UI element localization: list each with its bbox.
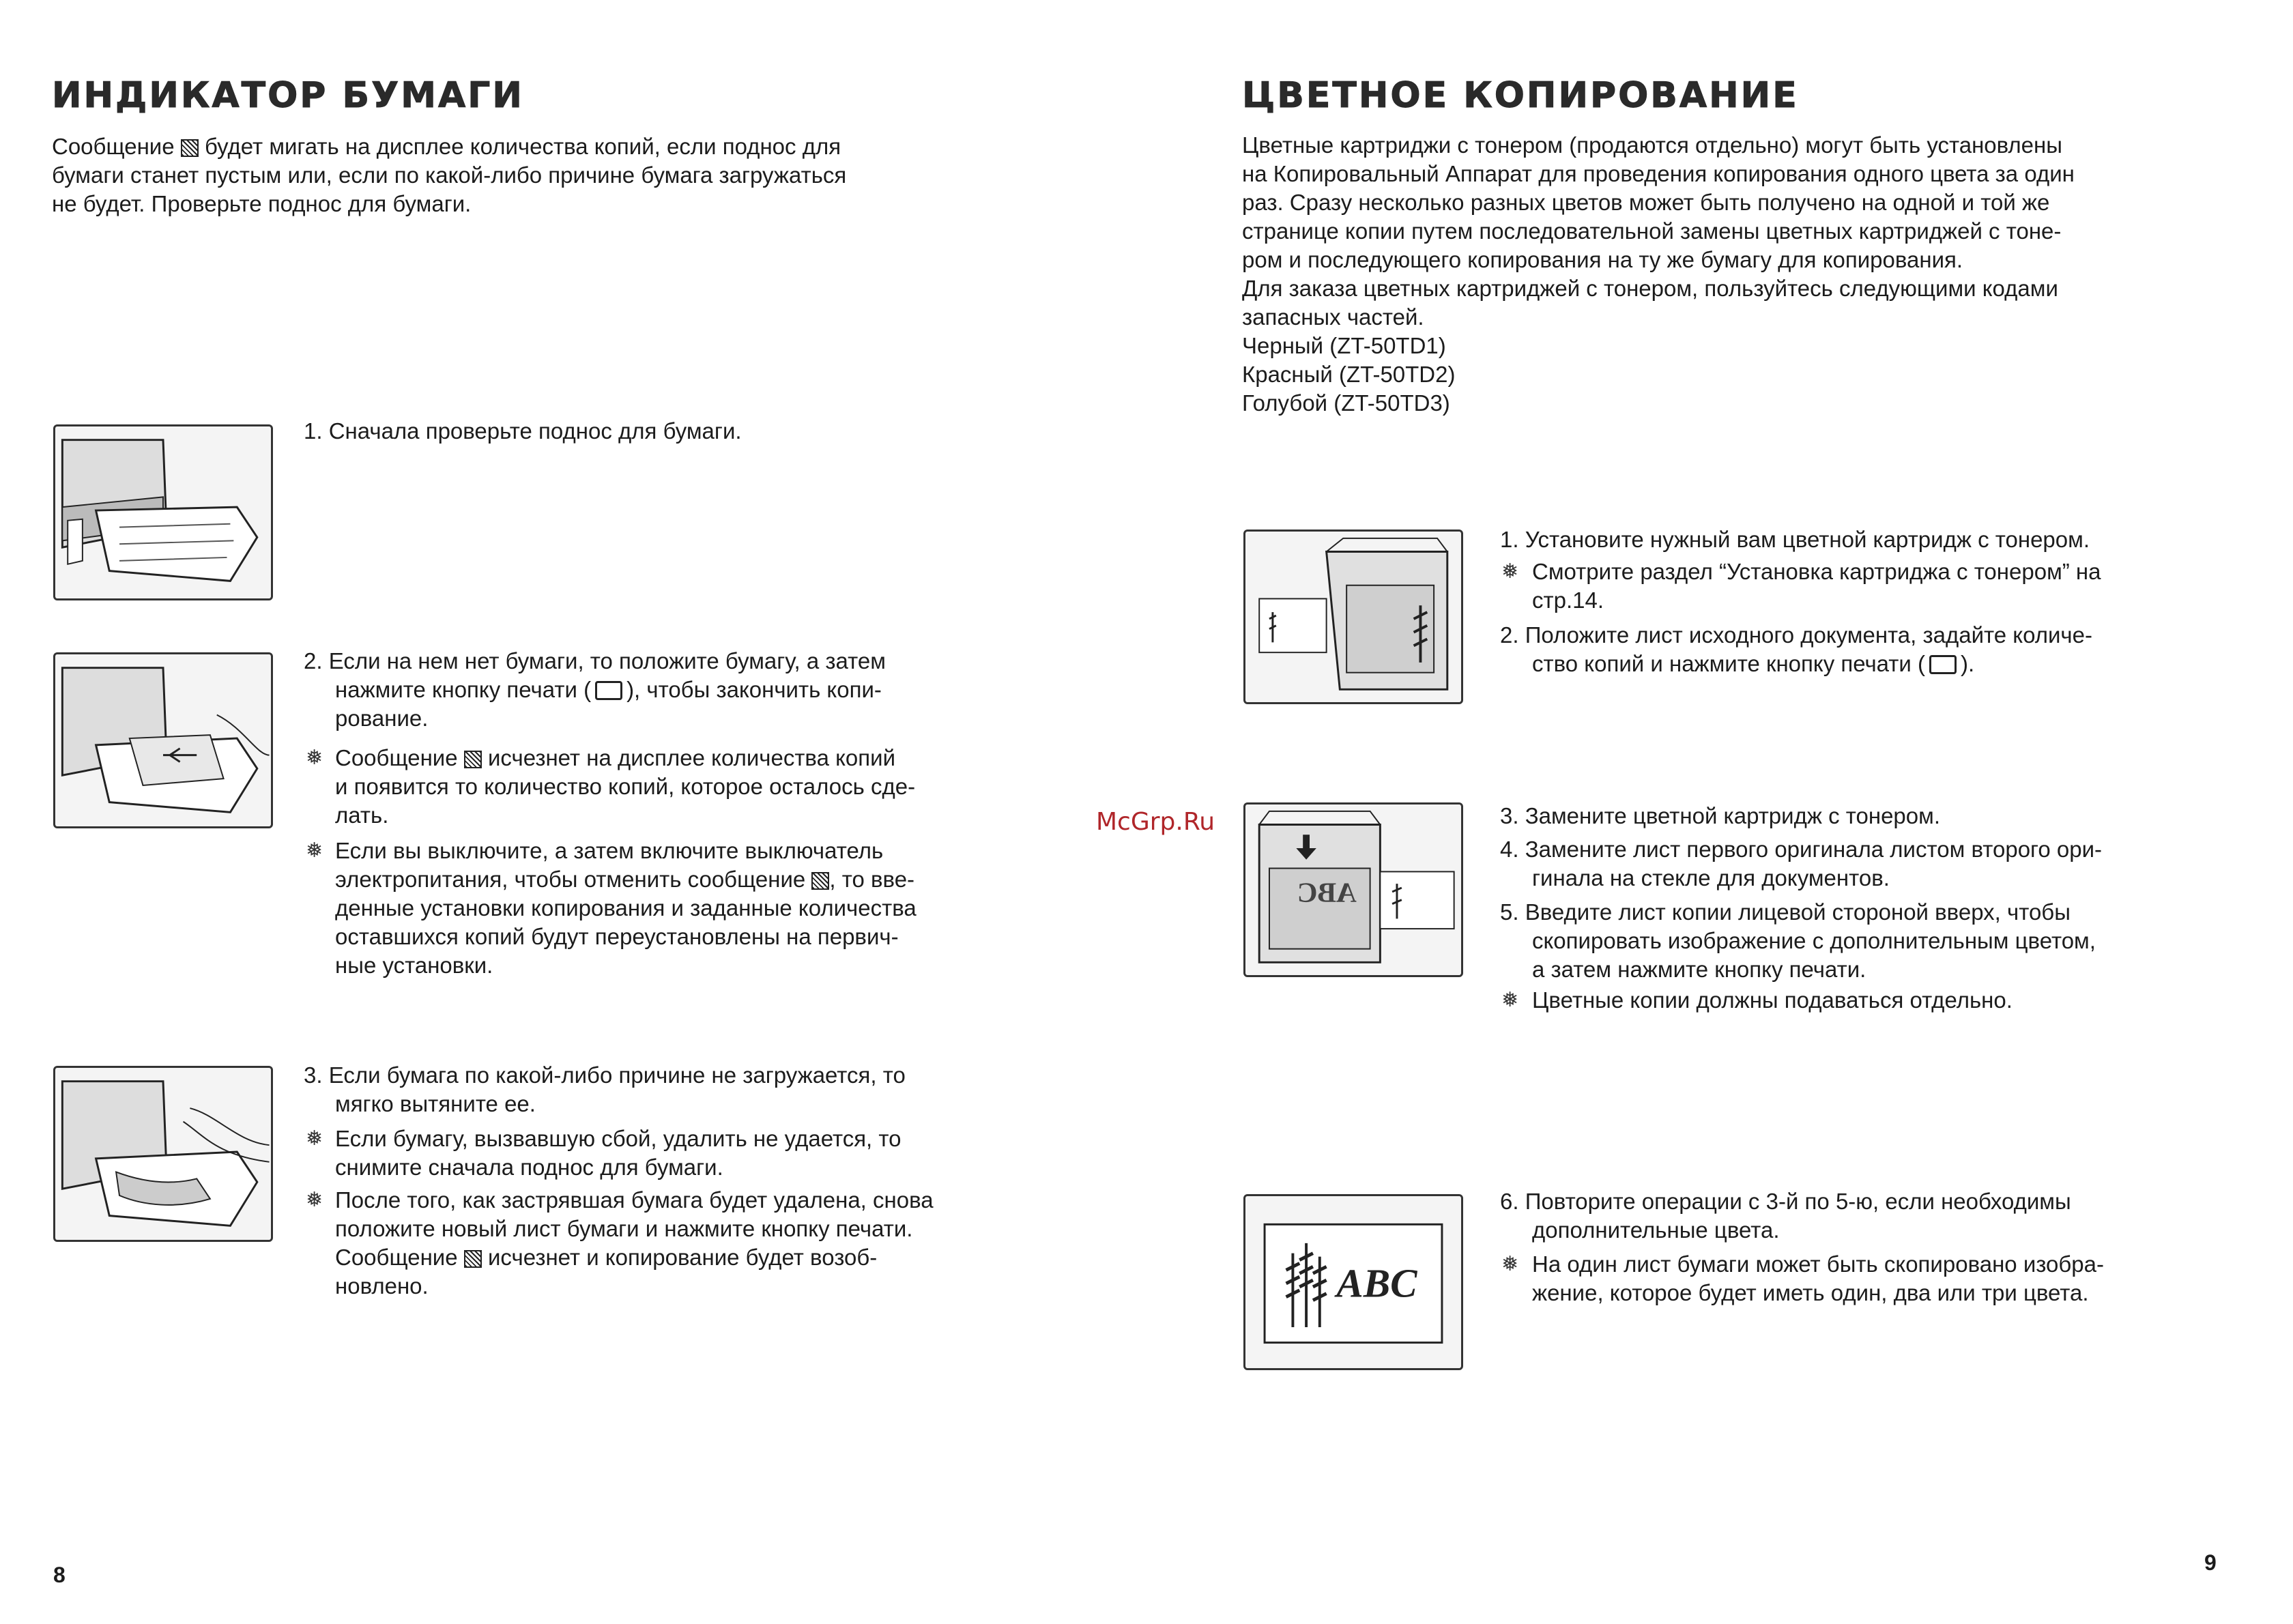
color-copying-intro: Цветные картриджи с тонером (продаются отдельно) могут быть установлены на Копировальный Аппарат для проведения копирования одного цвета за один раз. Сразу несколько разных цветов может быть получено на одной и той же странице копии путем последовательной замены цветных картриджей с тоне- ром и последующего копирования на ту же бумагу для копирования. Для заказа цветных картриджей с тонером, пользуйтесь следующими кодами запасных частей. Черный (ZT-50TD1) Красный (ZT-50TD2) Голубой (ZT-50TD3) [1242, 132, 2075, 416]
replace-original-illustration [1245, 804, 1461, 975]
figure-multicolor-result [1243, 1194, 1463, 1370]
pull-paper-illustration [55, 1068, 271, 1240]
copier-tray-illustration [55, 426, 271, 598]
paper-empty-indicator-icon [464, 751, 482, 768]
left-note-2b: Если вы выключите, а затем включите выключатель электропитания, чтобы отменить сообщение , то вве- денные установки копирования и заданные количества оставшихся копий будут переустановлены на первич- ные установки. [335, 838, 917, 978]
note-bullet-icon: ❅ [306, 746, 323, 769]
left-note-2a: Сообщение исчезнет на дисплее количества копий и появится то количество копий, которое осталось сде- лать. [335, 745, 916, 828]
page-left [0, 0, 1146, 1624]
right-step-5: 5. Введите лист копии лицевой стороной вверх, чтобы скопировать изображение с дополнительным цветом, а затем нажмите кнопку печати. [1500, 899, 2096, 982]
left-note-3a: Если бумагу, вызвавшую сбой, удалить не удается, то снимите сначала поднос для бумаги. [335, 1126, 902, 1180]
right-note-1: Смотрите раздел “Установка картриджа с тонером” на стр.14. [1532, 559, 2101, 613]
note-bullet-icon: ❅ [306, 1127, 323, 1150]
place-original-illustration [1245, 532, 1461, 702]
figure-check-paper-tray [53, 424, 273, 600]
page-number-right: 9 [2204, 1550, 2217, 1575]
mirrored-abc-text: ABC [1297, 876, 1357, 908]
abc-text: ABC [1336, 1260, 1417, 1306]
load-paper-illustration [55, 654, 271, 826]
figure-place-original [1243, 530, 1463, 704]
paper-empty-indicator-icon [464, 1250, 482, 1268]
page-right [1146, 0, 2293, 1624]
right-step-3: 3. Замените цветной картридж с тонером. [1500, 803, 1940, 828]
right-step-4: 4. Замените лист первого оригинала листом второго ори- гинала на стекле для документов. [1500, 837, 2103, 890]
note-bullet-icon: ❅ [1501, 989, 1519, 1011]
left-step-1: 1. Сначала проверьте поднос для бумаги. [304, 418, 742, 444]
figure-replace-original [1243, 802, 1463, 977]
watermark-text: McGrp.Ru [1096, 808, 1215, 836]
left-note-3b: После того, как застрявшая бумага будет удалена, снова положите новый лист бумаги и нажмите кнопку печати. Сообщение исчезнет и копирование будет возоб- новлено. [335, 1187, 934, 1299]
note-bullet-icon: ❅ [306, 839, 323, 862]
multicolor-copy-illustration [1245, 1196, 1461, 1368]
right-step-1: 1. Установите нужный вам цветной картридж с тонером. [1500, 527, 2090, 552]
figure-load-paper [53, 652, 273, 828]
section-title-color-copying: ЦВЕТНОЕ КОПИРОВАНИЕ [1242, 75, 1799, 116]
left-step-3: 3. Если бумага по какой-либо причине не загружается, то мягко вытяните ее. [304, 1062, 906, 1116]
section-title-paper-indicator: ИНДИКАТОР БУМАГИ [52, 75, 524, 116]
print-button-icon [1929, 655, 1957, 674]
note-bullet-icon: ❅ [306, 1189, 323, 1211]
right-step-6: 6. Повторите операции с 3-й по 5-ю, если необходимы дополнительные цвета. [1500, 1189, 2071, 1243]
right-note-5: Цветные копии должны подаваться отдельно. [1532, 987, 2013, 1013]
paper-empty-indicator-icon [181, 139, 199, 157]
print-button-icon [595, 681, 622, 700]
paper-empty-indicator-icon [811, 872, 829, 890]
right-note-6: На один лист бумаги может быть скопировано изобра- жение, которое будет иметь один, два или три цвета. [1532, 1251, 2104, 1305]
figure-pull-paper [53, 1066, 273, 1242]
note-bullet-icon: ❅ [1501, 1253, 1519, 1275]
paper-indicator-intro: Сообщение будет мигать на дисплее количества копий, если поднос для бумаги станет пустым или, если по какой-либо причине бумага загружаться не будет. Проверьте поднос для бумаги. [52, 134, 847, 216]
page-number-left: 8 [53, 1563, 66, 1587]
right-step-2: 2. Положите лист исходного документа, задайте количе- ство копий и нажмите кнопку печати ( ). [1500, 622, 2092, 676]
left-step-2: 2. Если на нем нет бумаги, то положите бумагу, а затем нажмите кнопку печати ( ), чтобы закончить копи- рование. [304, 648, 886, 731]
note-bullet-icon: ❅ [1501, 560, 1519, 583]
